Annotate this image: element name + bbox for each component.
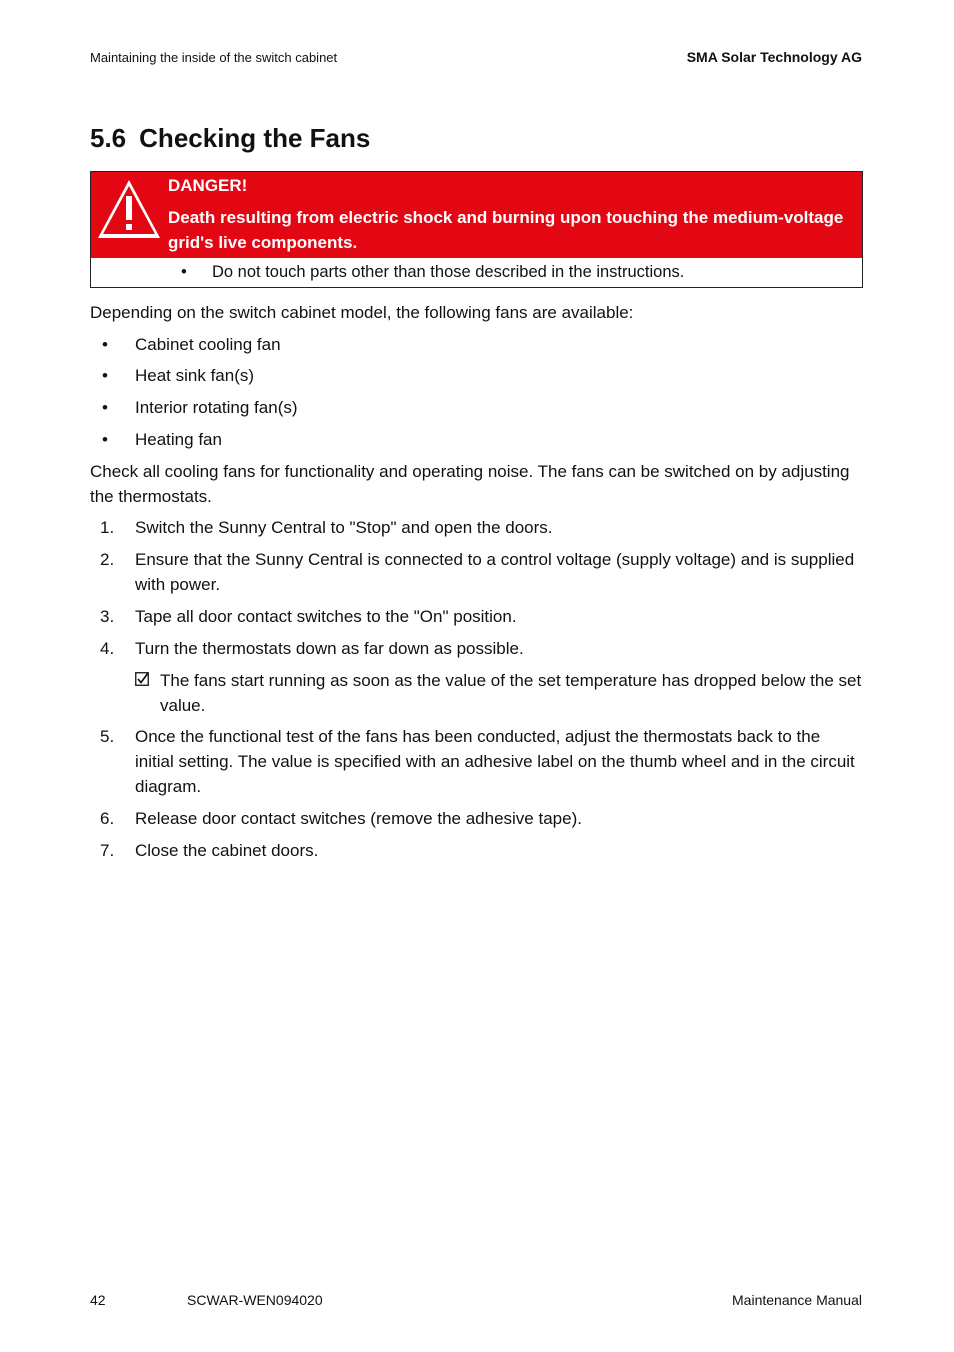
danger-text: Death resulting from electric shock and burning upon touching the medium-voltage grid's live components. — [168, 208, 844, 252]
step-number: 3. — [100, 607, 115, 626]
step-number: 7. — [100, 841, 115, 860]
step-text: Once the functional test of the fans has been conducted, adjust the thermostats back to the initial setting. The value is specified with an adhesive label on the thumb wheel and in the circuit diagram. — [135, 727, 855, 796]
header-company: SMA Solar Technology AG — [686, 49, 862, 65]
step-text: Tape all door contact switches to the "On" position. — [135, 607, 517, 626]
bullet-marker: • — [181, 263, 187, 281]
step-number: 4. — [100, 639, 115, 658]
checkbox-checked-icon — [135, 672, 149, 686]
manual-title: Maintenance Manual — [732, 1292, 862, 1308]
section-title-text: Checking the Fans — [139, 123, 371, 153]
header-chapter: Maintaining the inside of the switch cabinet — [90, 50, 338, 65]
document-id: SCWAR-WEN094020 — [187, 1292, 323, 1308]
page-number: 42 — [90, 1292, 106, 1308]
fan-list-text: Cabinet cooling fan — [135, 335, 281, 354]
step-result-text: The fans start running as soon as the value of the set temperature has dropped below the set value. — [160, 671, 862, 715]
step-number: 6. — [100, 809, 115, 828]
step-text: Turn the thermostats down as far down as possible. — [135, 639, 524, 658]
danger-instructions — [91, 258, 862, 287]
step-text: Release door contact switches (remove the adhesive tape). — [135, 809, 582, 828]
step-text: Close the cabinet doors. — [135, 841, 319, 860]
fan-list-text: Heat sink fan(s) — [135, 366, 255, 385]
danger-notice — [90, 171, 863, 288]
step-result — [135, 668, 862, 718]
step-text: Ensure that the Sunny Central is connected to a control voltage (supply voltage) and is supplied with power. — [135, 550, 855, 594]
danger-label: DANGER! — [168, 176, 248, 195]
fan-list-text: Interior rotating fan(s) — [135, 398, 298, 417]
danger-instruction-item: Do not touch parts other than those described in the instructions. — [212, 263, 685, 281]
bullet-marker: • — [102, 366, 108, 385]
check-paragraph: Check all cooling fans for functionality and operating noise. The fans can be switched on by adjusting the thermostats. — [90, 462, 850, 506]
section-title — [90, 123, 370, 154]
intro-paragraph: Depending on the switch cabinet model, the following fans are available: — [90, 303, 634, 322]
section-number: 5.6 — [90, 123, 127, 153]
step-number: 1. — [100, 518, 115, 537]
step-text: Switch the Sunny Central to "Stop" and open the doors. — [135, 518, 553, 537]
bullet-marker: • — [102, 335, 108, 354]
bullet-marker: • — [102, 398, 108, 417]
step-number: 5. — [100, 727, 115, 746]
fan-list-text: Heating fan — [135, 430, 222, 449]
bullet-marker: • — [102, 430, 108, 449]
warning-triangle-icon — [96, 177, 162, 241]
step-number: 2. — [100, 550, 115, 569]
danger-header — [91, 172, 862, 258]
